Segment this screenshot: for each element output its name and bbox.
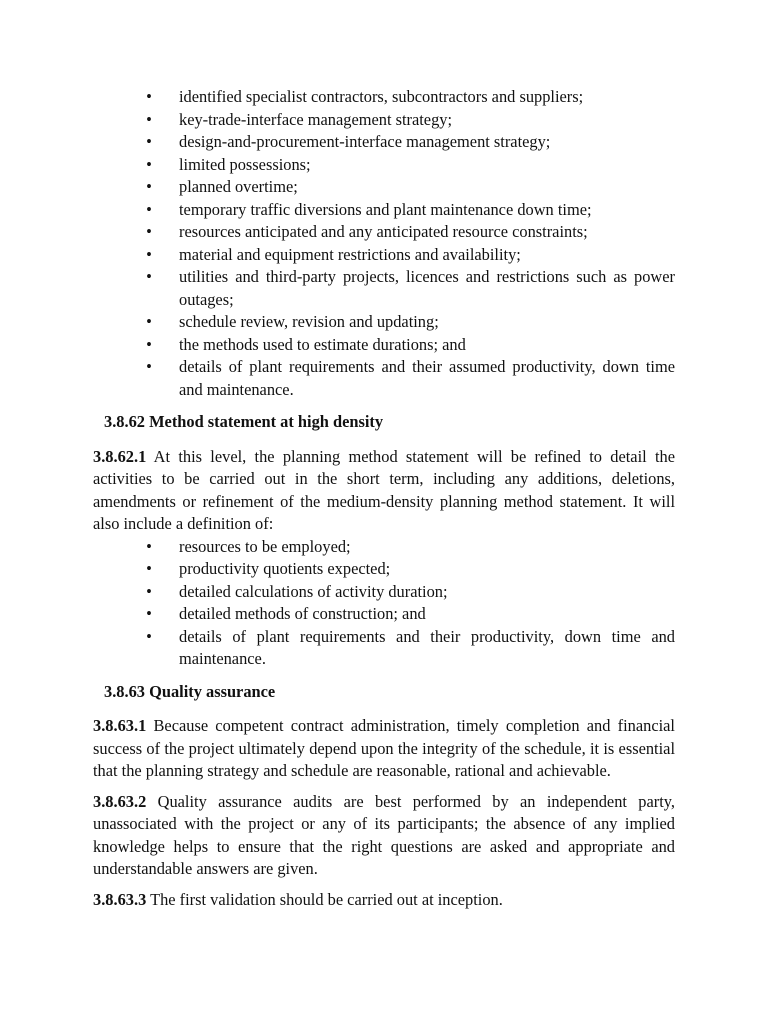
bullet-icon: • xyxy=(146,222,152,241)
list-item: • detailed calculations of activity duration; xyxy=(93,581,675,604)
list-item: • temporary traffic diversions and plant maintenance down time; xyxy=(93,199,675,222)
list-item: • the methods used to estimate durations; and xyxy=(93,334,675,357)
paragraph-text: At this level, the planning method statement will be refined to detail the activities to be carried out in the short term, including any additions, deletions, amendments or refinement of the medium-density planning method statement. It will also include a definition of: xyxy=(93,446,675,533)
bullet-icon: • xyxy=(146,87,152,106)
list-item: • planned overtime; xyxy=(93,176,675,199)
list-item: • design-and-procurement-interface management strategy; xyxy=(93,131,675,154)
bullet-icon: • xyxy=(146,334,152,354)
list-item: • details of plant requirements and their assumed productivity, down time and maintenance. xyxy=(93,356,675,401)
bullet-icon: • xyxy=(146,244,152,264)
section-heading-3-8-63: 3.8.63 Quality assurance xyxy=(104,681,276,701)
list-item: • limited possessions; xyxy=(93,154,675,177)
list-item: • detailed methods of construction; and xyxy=(93,603,675,626)
bullet-icon: • xyxy=(146,581,152,601)
list-item: • key-trade-interface management strategy; xyxy=(93,109,675,132)
bullet-icon: • xyxy=(146,154,152,174)
list-item: • identified specialist contractors, subcontractors and suppliers; xyxy=(93,86,675,109)
list-item: • schedule review, revision and updating; xyxy=(93,311,675,334)
paragraph-3-8-63-3 xyxy=(93,889,675,912)
list-item: • resources anticipated and any anticipated resource constraints; xyxy=(93,221,675,244)
bullet-icon: • xyxy=(146,559,152,578)
bullet-list-high-density-items xyxy=(93,536,675,671)
paragraph-3-8-63-2 xyxy=(93,791,675,881)
bullet-icon: • xyxy=(146,177,152,196)
list-item: • productivity quotients expected; xyxy=(93,558,675,581)
bullet-list-planning-items xyxy=(93,86,675,401)
bullet-icon: • xyxy=(146,199,152,219)
bullet-icon: • xyxy=(146,626,152,646)
paragraph-number: 3.8.63.1 xyxy=(93,716,147,735)
bullet-icon: • xyxy=(146,604,152,623)
paragraph-text: Quality assurance audits are best performed by an independent party, unassociated with the project or any of its participants; the absence of any implied knowledge helps to ensure that the right questions are asked and appropriate and understandable answers are given. xyxy=(93,791,675,878)
bullet-icon: • xyxy=(146,267,152,286)
bullet-icon: • xyxy=(146,109,152,129)
section-heading-3-8-62: 3.8.62 Method statement at high density xyxy=(104,412,384,431)
list-item: • resources to be employed; xyxy=(93,536,675,559)
paragraph-text: Because competent contract administration, timely completion and financial success of the project ultimately depend upon the integrity of the schedule, it is essential that the planning strategy and schedule are reasonable, rational and achievable. xyxy=(93,716,675,780)
list-item: • details of plant requirements and their productivity, down time and maintenance. xyxy=(93,626,675,671)
paragraph-number: 3.8.63.3 xyxy=(93,889,147,909)
bullet-icon: • xyxy=(146,357,152,376)
paragraph-3-8-62-1 xyxy=(93,446,675,536)
page-content xyxy=(93,86,675,911)
paragraph-number: 3.8.62.1 xyxy=(93,446,147,466)
paragraph-number: 3.8.63.2 xyxy=(93,791,147,811)
bullet-icon: • xyxy=(146,132,152,151)
bullet-icon: • xyxy=(146,536,152,556)
list-item: • utilities and third-party projects, licences and restrictions such as power outages; xyxy=(93,266,675,311)
bullet-icon: • xyxy=(146,312,152,331)
paragraph-text: The first validation should be carried out at inception. xyxy=(146,889,503,909)
list-item: • material and equipment restrictions and availability; xyxy=(93,244,675,267)
paragraph-3-8-63-1 xyxy=(93,715,675,783)
